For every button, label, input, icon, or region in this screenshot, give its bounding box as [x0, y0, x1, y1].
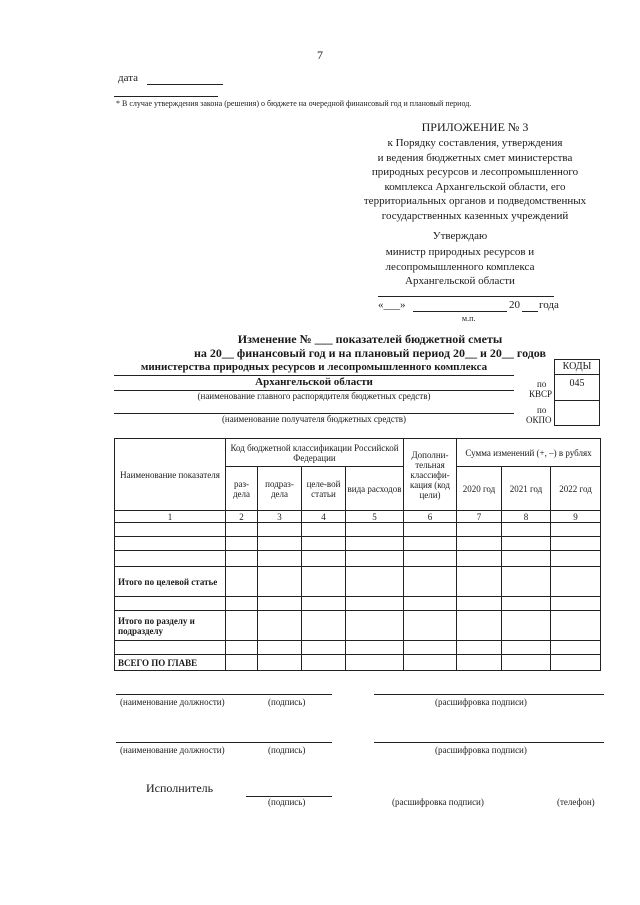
approve-date-right: года — [539, 299, 559, 311]
kvsr-label: КВСР — [529, 389, 553, 399]
col-num: 7 — [457, 511, 502, 523]
footnote-separator — [114, 96, 218, 97]
approve-date-day: «___» — [378, 299, 406, 311]
appendix-line: комплекса Архангельской области, его — [384, 180, 566, 193]
col-num: 4 — [302, 511, 346, 523]
signature-line-1b — [374, 694, 604, 695]
doc-heading-line2: на 20__ финансовый год и на плановый период 20__ и 20__ годов — [193, 346, 546, 360]
doc-heading-line1: Изменение № ___ показателей бюджетной сметы — [237, 332, 503, 346]
stamp-place: м.п. — [462, 314, 476, 323]
col-num: 1 — [115, 511, 226, 523]
column-numbers-row — [115, 511, 601, 523]
col-num: 8 — [502, 511, 551, 523]
table-row — [115, 551, 601, 567]
po-label-2: по — [537, 405, 547, 415]
table-row — [115, 611, 601, 641]
col-podrazdela-header: подраз-дела — [258, 467, 302, 511]
executor-label: Исполнитель — [146, 781, 214, 795]
codes-header: КОДЫ — [554, 359, 600, 375]
budget-table — [114, 438, 601, 671]
decode-caption-1: (расшифровка подписи) — [435, 697, 527, 707]
signature-caption-1: (подпись) — [268, 697, 306, 707]
row-itogo-razdel: Итого по разделу и подразделу — [115, 611, 226, 641]
approve-signature-line — [378, 296, 554, 297]
decode-caption-2: (расшифровка подписи) — [435, 745, 527, 755]
col-name-header: Наименование показателя — [115, 439, 226, 511]
page-number: 7 — [317, 48, 323, 62]
appendix-title: ПРИЛОЖЕНИЕ № 3 — [421, 120, 529, 134]
table-row — [115, 567, 601, 597]
signature-line-2b — [374, 742, 604, 743]
sum-group-header: Сумма изменений (+, –) в рублях — [457, 439, 601, 467]
approve-title: Утверждаю — [432, 230, 488, 242]
table-row — [115, 655, 601, 671]
approve-text — [360, 245, 560, 289]
appendix-line: территориальных органов и подведомственных — [363, 195, 587, 207]
col-2022-header: 2022 год — [551, 467, 601, 511]
col-razdela-header: раз-дела — [226, 467, 258, 511]
col-num: 2 — [226, 511, 258, 523]
codes-box — [554, 359, 600, 427]
table-row — [115, 537, 601, 551]
approve-line: лесопромышленного комплекса — [385, 260, 535, 273]
appendix-line: государственных казенных учреждений — [381, 209, 569, 222]
col-num: 9 — [551, 511, 601, 523]
table-row — [115, 641, 601, 655]
kbk-group-header: Код бюджетной классификации Российской Федерации — [226, 439, 404, 467]
signature-line-2a — [116, 742, 332, 743]
approve-date-year: 20 — [509, 299, 520, 311]
table-row — [115, 523, 601, 537]
position-caption-2: (наименование должности) — [120, 745, 225, 755]
col-2021-header: 2021 год — [502, 467, 551, 511]
date-field-line — [147, 84, 223, 85]
approve-line: министр природных ресурсов и — [385, 246, 535, 258]
doc-heading-line4: Архангельской области — [255, 376, 373, 388]
date-label: дата — [118, 72, 139, 84]
col-num: 5 — [346, 511, 404, 523]
po-label-1: по — [537, 379, 547, 389]
appendix-line: и ведения бюджетных смет министерства — [377, 151, 573, 164]
okpo-label: ОКПО — [526, 415, 552, 425]
approve-line: Архангельской области — [405, 275, 515, 287]
approve-date-month-line — [413, 311, 507, 312]
approve-date-year-line — [522, 311, 538, 312]
col-vida-header: вида расходов — [346, 467, 404, 511]
col-num: 3 — [258, 511, 302, 523]
doc-heading-line3: министерства природных ресурсов и лесопромышленного комплекса — [140, 361, 488, 373]
col-dop-header: Дополни-тельная классифи-кация (код цели) — [404, 439, 457, 511]
col-num: 6 — [404, 511, 457, 523]
grbs-caption: (наименование главного распорядителя бюджетных средств) — [197, 391, 431, 401]
appendix-line: к Порядку составления, утверждения — [387, 137, 563, 149]
recipient-caption: (наименование получателя бюджетных средств) — [221, 414, 407, 424]
position-caption-1: (наименование должности) — [120, 697, 225, 707]
col-celevoy-header: целе-вой статьи — [302, 467, 346, 511]
table-row — [115, 597, 601, 611]
signature-caption-2: (подпись) — [268, 745, 306, 755]
kvsr-value: 045 — [554, 374, 600, 401]
row-vsego: ВСЕГО ПО ГЛАВЕ — [115, 655, 226, 671]
executor-phone-caption: (телефон) — [557, 797, 595, 807]
appendix-line: природных ресурсов и лесопромышленного — [371, 166, 579, 178]
executor-signature-caption: (подпись) — [268, 797, 306, 807]
appendix-text — [340, 136, 610, 223]
footnote: * В случае утверждения закона (решения) о бюджете на очередной финансовый год и плановый период. — [116, 99, 472, 108]
row-itogo-cel: Итого по целевой статье — [115, 567, 226, 597]
col-2020-header: 2020 год — [457, 467, 502, 511]
okpo-value — [554, 401, 600, 426]
signature-line-1a — [116, 694, 332, 695]
executor-decode-caption: (расшифровка подписи) — [392, 797, 484, 807]
